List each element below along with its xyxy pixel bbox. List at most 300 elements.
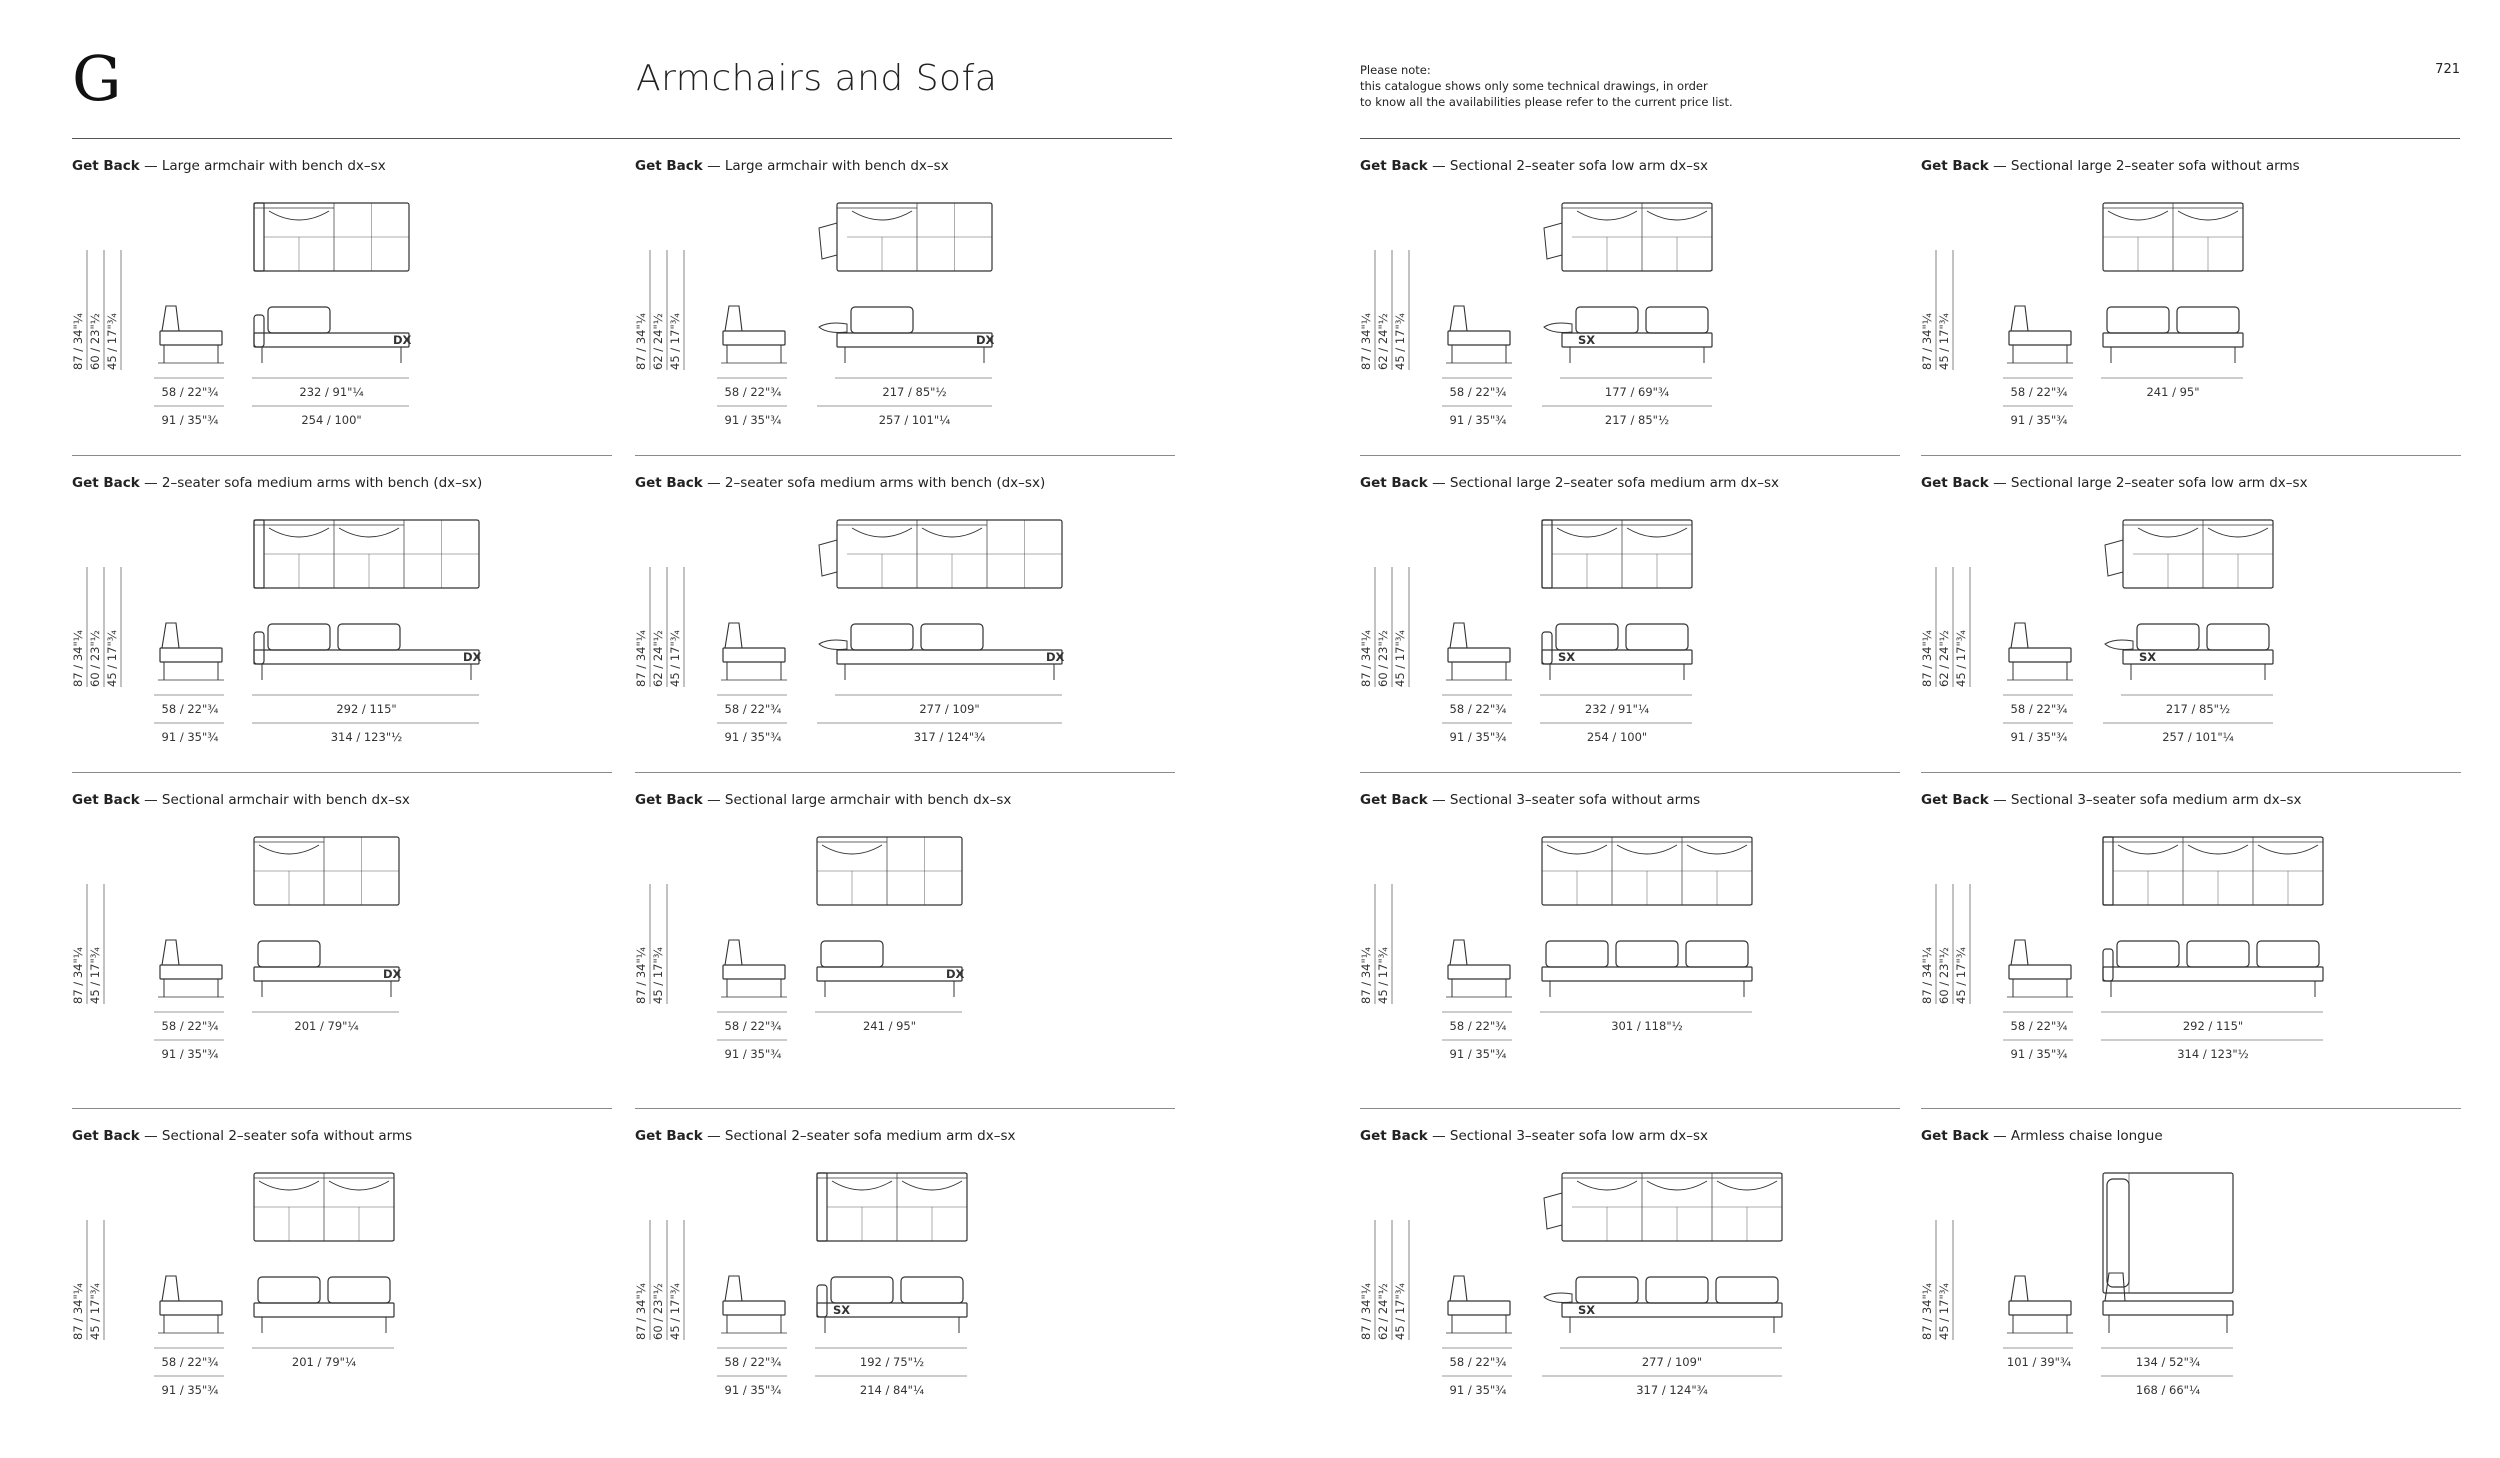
product-description: Sectional 3–seater sofa without arms (1449, 792, 1701, 808)
product-cell (1360, 455, 1900, 775)
technical-drawing (1360, 455, 1900, 775)
brand-name: Get Back (1360, 158, 1428, 174)
side-seat (2009, 648, 2071, 662)
width-dimension: 317 / 124"¾ (913, 730, 986, 744)
product-description: Sectional large armchair with bench dx–sx (724, 792, 1012, 808)
brand-name: Get Back (1921, 158, 1989, 174)
width-dimension: 214 / 84"¼ (859, 1383, 925, 1397)
height-dimension: 45 / 17"¾ (1937, 1283, 1951, 1340)
height-dimension: 87 / 34"¼ (71, 313, 85, 370)
side-seat (1448, 648, 1510, 662)
height-dimension: 87 / 34"¼ (71, 947, 85, 1004)
plan-cushion (1577, 211, 1637, 220)
front-back-cushion (1686, 941, 1748, 967)
height-dimension: 87 / 34"¼ (634, 313, 648, 370)
plan-cushion (1557, 528, 1617, 537)
product-cell (1921, 772, 2461, 1092)
note-line: to know all the availabilities please refer to the current price list. (1360, 95, 1733, 109)
product-description: Sectional 2–seater sofa without arms (161, 1128, 413, 1144)
width-dimension: 292 / 115" (2182, 1019, 2244, 1033)
product-cell (72, 138, 612, 458)
side-seat (160, 1301, 222, 1315)
brand-name: Get Back (1921, 1128, 1989, 1144)
technical-drawing (72, 138, 612, 458)
height-dimension: 87 / 34"¼ (71, 630, 85, 687)
plan-cushion (2208, 528, 2268, 537)
front-seat (2103, 1301, 2233, 1315)
height-dimension: 60 / 23"½ (1376, 630, 1390, 687)
technical-drawing (1921, 455, 2461, 775)
front-back-cushion (851, 307, 913, 333)
brand-name: Get Back (1921, 475, 1989, 491)
depth-dimension: 58 / 22"¾ (161, 1355, 219, 1369)
depth-dimension: 58 / 22"¾ (724, 702, 782, 716)
depth-dimension: 91 / 35"¾ (161, 730, 219, 744)
front-seat (837, 650, 1062, 664)
plan-cushion (2138, 528, 2198, 537)
plan-cushion (1647, 211, 1707, 220)
front-back-cushion (258, 941, 320, 967)
height-dimension: 87 / 34"¼ (1920, 947, 1934, 1004)
plan-arm (254, 520, 264, 588)
height-dimension: 45 / 17"¾ (1937, 313, 1951, 370)
orientation-tag: SX (1578, 1303, 1596, 1317)
width-dimension: 277 / 109" (1641, 1355, 1703, 1369)
width-dimension: 254 / 100" (1586, 730, 1648, 744)
side-back (1450, 1276, 1467, 1301)
side-seat (1448, 965, 1510, 979)
front-back-cushion (831, 1277, 893, 1303)
height-dimension: 62 / 24"½ (651, 313, 665, 370)
depth-dimension: 58 / 22"¾ (1449, 1019, 1507, 1033)
side-back (162, 306, 179, 331)
side-back (162, 1276, 179, 1301)
height-dimension: 62 / 24"½ (651, 630, 665, 687)
front-seat (254, 333, 409, 347)
depth-dimension: 58 / 22"¾ (724, 1355, 782, 1369)
technical-drawing (1360, 772, 1900, 1092)
front-seat (2103, 333, 2243, 347)
product-description: Sectional 2–seater sofa medium arm dx–sx (724, 1128, 1016, 1144)
front-low-arm (819, 323, 847, 332)
plan-cushion (1687, 845, 1747, 854)
plan-cushion (339, 528, 399, 537)
note-line: Please note: (1360, 63, 1431, 77)
width-dimension: 292 / 115" (336, 702, 397, 716)
orientation-tag: DX (393, 333, 412, 347)
side-back (725, 306, 742, 331)
technical-drawing (1921, 138, 2461, 458)
height-dimension: 45 / 17"¾ (668, 630, 682, 687)
side-back (1450, 306, 1467, 331)
technical-drawing (72, 1108, 612, 1428)
front-arm (254, 632, 264, 664)
side-back (1450, 940, 1467, 965)
catalogue-note (1360, 62, 1733, 110)
side-back (725, 623, 742, 648)
plan-cushion (902, 1181, 962, 1190)
heading-separator: — (1432, 158, 1450, 174)
orientation-tag: SX (1578, 333, 1596, 347)
note-line: this catalogue shows only some technical drawings, in order (1360, 79, 1708, 93)
product-cell (1921, 455, 2461, 775)
front-seat (254, 1303, 394, 1317)
technical-drawing (635, 1108, 1175, 1428)
plan-arm (1542, 520, 1552, 588)
technical-drawing (72, 455, 612, 775)
product-description: Sectional armchair with bench dx–sx (161, 792, 410, 808)
plan-low-arm (1544, 1193, 1562, 1229)
width-dimension: 168 / 66"¼ (2135, 1383, 2201, 1397)
front-seat (837, 333, 992, 347)
height-dimension: 45 / 17"¾ (1954, 630, 1968, 687)
front-seat (1542, 967, 1752, 981)
front-back-cushion (1646, 1277, 1708, 1303)
brand-name: Get Back (1360, 1128, 1428, 1144)
depth-dimension: 91 / 35"¾ (1449, 730, 1507, 744)
heading-separator: — (1432, 475, 1450, 491)
depth-dimension: 91 / 35"¾ (724, 413, 782, 427)
heading-separator: — (707, 792, 725, 808)
front-back-cushion (268, 307, 330, 333)
depth-dimension: 91 / 35"¾ (161, 413, 219, 427)
front-seat (254, 967, 399, 981)
product-cell (72, 455, 612, 775)
product-cell (635, 1108, 1175, 1428)
height-dimension: 45 / 17"¾ (668, 313, 682, 370)
plan-cushion (1547, 845, 1607, 854)
plan-cushion (259, 1181, 319, 1190)
front-back-cushion (1626, 624, 1688, 650)
side-seat (1448, 1301, 1510, 1315)
height-dimension: 87 / 34"¼ (1359, 1283, 1373, 1340)
side-back (2011, 940, 2028, 965)
height-dimension: 45 / 17"¾ (1393, 1283, 1407, 1340)
depth-dimension: 58 / 22"¾ (2010, 1019, 2068, 1033)
product-cell (635, 455, 1175, 775)
front-arm (254, 315, 264, 347)
depth-dimension: 91 / 35"¾ (724, 1383, 782, 1397)
plan-cushion (2118, 845, 2178, 854)
height-dimension: 87 / 34"¼ (1920, 630, 1934, 687)
brand-name: Get Back (635, 475, 703, 491)
product-cell (1921, 138, 2461, 458)
width-dimension: 201 / 79"¼ (294, 1019, 359, 1033)
depth-dimension: 58 / 22"¾ (161, 702, 219, 716)
technical-drawing (635, 455, 1175, 775)
depth-dimension: 91 / 35"¾ (161, 1047, 219, 1061)
width-dimension: 301 / 118"½ (1611, 1019, 1683, 1033)
technical-drawing (72, 772, 612, 1092)
side-seat (2009, 331, 2071, 345)
product-description: Armless chaise longue (2010, 1128, 2163, 1144)
brand-name: Get Back (635, 792, 703, 808)
heading-separator: — (1993, 158, 2011, 174)
plan-cushion (329, 1181, 389, 1190)
depth-dimension: 91 / 35"¾ (1449, 1383, 1507, 1397)
heading-separator: — (1432, 1128, 1450, 1144)
heading-separator: — (707, 158, 725, 174)
height-dimension: 60 / 23"½ (88, 630, 102, 687)
plan-low-arm (819, 540, 837, 576)
height-dimension: 45 / 17"¾ (1393, 630, 1407, 687)
height-dimension: 60 / 23"½ (651, 1283, 665, 1340)
depth-dimension: 91 / 35"¾ (2010, 413, 2068, 427)
side-back (2011, 1276, 2028, 1301)
side-seat (2009, 965, 2071, 979)
product-cell (1360, 138, 1900, 458)
plan-cushion (1647, 1181, 1707, 1190)
plan-cushion (2178, 211, 2238, 220)
plan-arm (254, 203, 264, 271)
front-back-cushion (1646, 307, 1708, 333)
front-arm (817, 1285, 827, 1317)
plan-cushion (269, 528, 329, 537)
depth-dimension: 91 / 35"¾ (2010, 730, 2068, 744)
width-dimension: 217 / 85"½ (2165, 702, 2231, 716)
plan-arm (817, 1173, 827, 1241)
side-back (725, 940, 742, 965)
front-back-cushion (1576, 1277, 1638, 1303)
depth-dimension: 91 / 35"¾ (1449, 1047, 1507, 1061)
height-dimension: 45 / 17"¾ (105, 630, 119, 687)
height-dimension: 45 / 17"¾ (651, 947, 665, 1004)
heading-separator: — (1432, 792, 1450, 808)
side-seat (1448, 331, 1510, 345)
front-back-cushion (1546, 941, 1608, 967)
page-number: 721 (2435, 62, 2460, 77)
depth-dimension: 58 / 22"¾ (161, 385, 219, 399)
side-seat (723, 1301, 785, 1315)
plan-cushion (259, 845, 319, 854)
front-back-cushion (821, 941, 883, 967)
height-dimension: 62 / 24"½ (1376, 1283, 1390, 1340)
height-dimension: 45 / 17"¾ (88, 1283, 102, 1340)
product-cell (635, 772, 1175, 1092)
height-dimension: 45 / 17"¾ (1954, 947, 1968, 1004)
product-description: Sectional large 2–seater sofa without arms (2010, 158, 2300, 174)
width-dimension: 192 / 75"½ (859, 1355, 925, 1369)
plan-arm (2103, 837, 2113, 905)
front-back-cushion (901, 1277, 963, 1303)
plan-cushion (822, 845, 882, 854)
front-back-cushion (2187, 941, 2249, 967)
side-back (2011, 623, 2028, 648)
orientation-tag: DX (383, 967, 402, 981)
side-seat (723, 648, 785, 662)
front-back-cushion (2207, 624, 2269, 650)
plan-cushion (2107, 1179, 2129, 1287)
brand-name: Get Back (72, 1128, 140, 1144)
height-dimension: 87 / 34"¼ (71, 1283, 85, 1340)
page-title: Armchairs and Sofa (636, 58, 998, 99)
heading-separator: — (1993, 792, 2011, 808)
orientation-tag: SX (833, 1303, 851, 1317)
side-back (162, 940, 179, 965)
width-dimension: 314 / 123"½ (330, 730, 403, 744)
heading-separator: — (707, 1128, 725, 1144)
front-low-arm (1544, 1293, 1572, 1302)
depth-dimension: 58 / 22"¾ (2010, 385, 2068, 399)
width-dimension: 241 / 95" (862, 1019, 917, 1033)
front-back-cushion (1616, 941, 1678, 967)
front-back-cushion (851, 624, 913, 650)
depth-dimension: 91 / 35"¾ (161, 1383, 219, 1397)
front-back-cushion (921, 624, 983, 650)
front-back-cushion (338, 624, 400, 650)
depth-dimension: 58 / 22"¾ (1449, 385, 1507, 399)
depth-dimension: 58 / 22"¾ (1449, 702, 1507, 716)
orientation-tag: DX (463, 650, 482, 664)
plan-cushion (852, 211, 912, 220)
side-seat (160, 331, 222, 345)
height-dimension: 45 / 17"¾ (88, 947, 102, 1004)
product-description: 2–seater sofa medium arms with bench (dx–sx) (724, 475, 1046, 491)
width-dimension: 217 / 85"½ (1604, 413, 1670, 427)
height-dimension: 45 / 17"¾ (1393, 313, 1407, 370)
plan-low-arm (819, 223, 837, 259)
height-dimension: 60 / 23"½ (88, 313, 102, 370)
front-back-cushion (2117, 941, 2179, 967)
height-dimension: 45 / 17"¾ (1376, 947, 1390, 1004)
side-seat (2009, 1301, 2071, 1315)
technical-drawing (1360, 1108, 1900, 1428)
brand-name: Get Back (1360, 792, 1428, 808)
orientation-tag: SX (1558, 650, 1576, 664)
front-low-arm (1544, 323, 1572, 332)
height-dimension: 87 / 34"¼ (1920, 313, 1934, 370)
heading-separator: — (144, 158, 162, 174)
brand-name: Get Back (1921, 792, 1989, 808)
height-dimension: 87 / 34"¼ (1359, 630, 1373, 687)
brand-name: Get Back (1360, 475, 1428, 491)
front-arm (1542, 632, 1552, 664)
orientation-tag: SX (2139, 650, 2157, 664)
plan-cushion (269, 211, 329, 220)
width-dimension: 201 / 79"¼ (291, 1355, 357, 1369)
front-seat (254, 650, 479, 664)
width-dimension: 277 / 109" (919, 702, 980, 716)
front-seat (817, 967, 962, 981)
height-dimension: 62 / 24"½ (1937, 630, 1951, 687)
depth-dimension: 58 / 22"¾ (1449, 1355, 1507, 1369)
front-arm (2103, 949, 2113, 981)
depth-dimension: 58 / 22"¾ (2010, 702, 2068, 716)
technical-drawing (635, 772, 1175, 1092)
width-dimension: 232 / 91"¼ (1584, 702, 1650, 716)
width-dimension: 217 / 85"½ (882, 385, 947, 399)
width-dimension: 314 / 123"½ (2177, 1047, 2249, 1061)
product-description: Sectional 3–seater sofa medium arm dx–sx (2010, 792, 2302, 808)
heading-separator: — (1993, 1128, 2011, 1144)
heading-separator: — (144, 792, 162, 808)
plan-cushion (2258, 845, 2318, 854)
front-back-cushion (2257, 941, 2319, 967)
plan-cushion (1577, 1181, 1637, 1190)
product-cell (72, 1108, 612, 1428)
side-seat (723, 331, 785, 345)
product-cell (72, 772, 612, 1092)
width-dimension: 254 / 100" (301, 413, 362, 427)
height-dimension: 60 / 23"½ (1937, 947, 1951, 1004)
width-dimension: 257 / 101"¼ (878, 413, 951, 427)
plan-cushion (922, 528, 982, 537)
width-dimension: 241 / 95" (2146, 385, 2200, 399)
height-dimension: 87 / 34"¼ (1359, 313, 1373, 370)
product-cell (1360, 772, 1900, 1092)
product-cell (635, 138, 1175, 458)
heading-separator: — (1993, 475, 2011, 491)
brand-name: Get Back (72, 792, 140, 808)
depth-dimension: 58 / 22"¾ (724, 1019, 782, 1033)
heading-separator: — (144, 1128, 162, 1144)
heading-separator: — (707, 475, 725, 491)
depth-dimension: 91 / 35"¾ (724, 1047, 782, 1061)
side-back (725, 1276, 742, 1301)
side-seat (160, 648, 222, 662)
depth-dimension: 101 / 39"¾ (2006, 1355, 2072, 1369)
width-dimension: 177 / 69"¾ (1604, 385, 1670, 399)
front-back-cushion (2177, 307, 2239, 333)
height-dimension: 87 / 34"¼ (634, 1283, 648, 1340)
height-dimension: 62 / 24"½ (1376, 313, 1390, 370)
product-cell (1360, 1108, 1900, 1428)
height-dimension: 45 / 17"¾ (105, 313, 119, 370)
orientation-tag: DX (976, 333, 995, 347)
brand-name: Get Back (635, 1128, 703, 1144)
plan-cushion (832, 1181, 892, 1190)
height-dimension: 45 / 17"¾ (668, 1283, 682, 1340)
height-dimension: 87 / 34"¼ (634, 947, 648, 1004)
product-description: Sectional 2–seater sofa low arm dx–sx (1449, 158, 1709, 174)
product-description: Sectional 3–seater sofa low arm dx–sx (1449, 1128, 1709, 1144)
plan-cushion (852, 528, 912, 537)
front-back-cushion (2107, 307, 2169, 333)
side-back (1450, 623, 1467, 648)
side-seat (160, 965, 222, 979)
front-low-arm (2105, 640, 2133, 649)
technical-drawing (1921, 772, 2461, 1092)
product-description: Large armchair with bench dx–sx (724, 158, 949, 174)
front-back-cushion (1576, 307, 1638, 333)
front-back-cushion (328, 1277, 390, 1303)
plan-cushion (2108, 211, 2168, 220)
plan-low-arm (1544, 223, 1562, 259)
height-dimension: 87 / 34"¼ (634, 630, 648, 687)
front-seat (2103, 967, 2323, 981)
front-back-cushion (2137, 624, 2199, 650)
brand-name: Get Back (72, 475, 140, 491)
technical-drawing (635, 138, 1175, 458)
depth-dimension: 91 / 35"¾ (724, 730, 782, 744)
technical-drawing (1360, 138, 1900, 458)
product-description: Large armchair with bench dx–sx (161, 158, 386, 174)
plan-cushion (1717, 1181, 1777, 1190)
product-description: Sectional large 2–seater sofa medium arm dx–sx (1449, 475, 1779, 491)
front-back-cushion (268, 624, 330, 650)
heading-separator: — (144, 475, 162, 491)
plan-cushion (2188, 845, 2248, 854)
product-description: 2–seater sofa medium arms with bench (dx–sx) (161, 475, 483, 491)
width-dimension: 257 / 101"¼ (2162, 730, 2234, 744)
product-description: Sectional large 2–seater sofa low arm dx–sx (2010, 475, 2308, 491)
depth-dimension: 58 / 22"¾ (724, 385, 782, 399)
plan-cushion (1627, 528, 1687, 537)
front-back-cushion (258, 1277, 320, 1303)
width-dimension: 134 / 52"¾ (2135, 1355, 2201, 1369)
plan-outline (2103, 1173, 2233, 1293)
orientation-tag: DX (1046, 650, 1065, 664)
